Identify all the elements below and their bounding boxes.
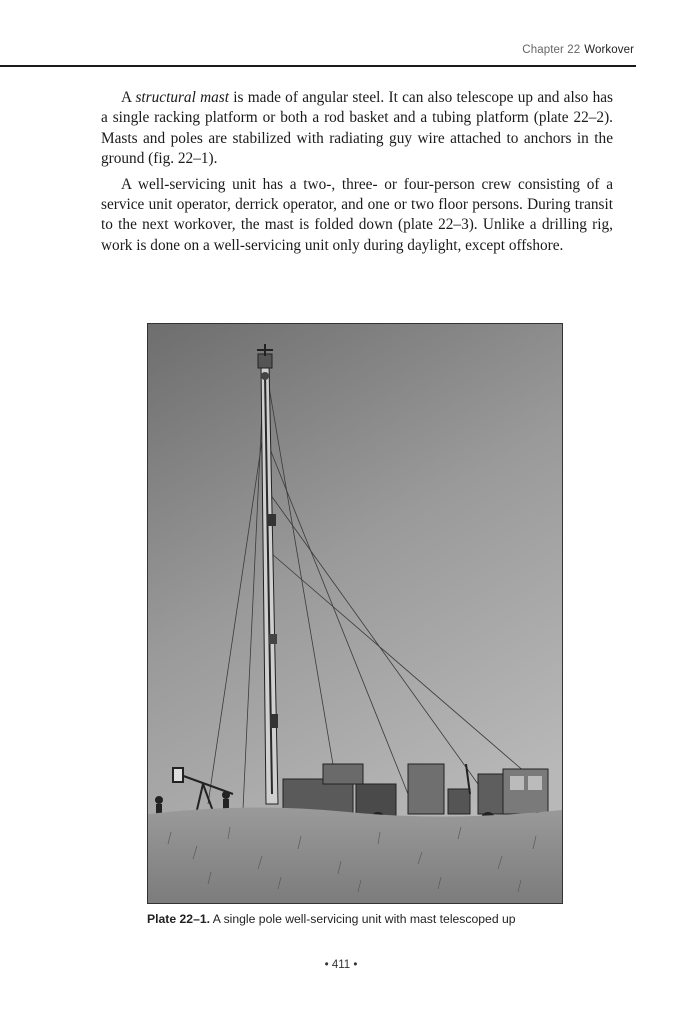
header-rule [0, 65, 636, 67]
plate-caption [147, 912, 567, 926]
body-text [101, 88, 613, 261]
running-header [522, 44, 634, 56]
chapter-label: Chapter 22 [522, 44, 581, 56]
grassland [148, 807, 562, 903]
plate-caption-text: A single pole well-servicing unit with mast telescoped up [210, 912, 516, 926]
paragraph-1: A structural mast is made of angular steel. It can also telescope up and also has a single racking platform or both a rod basket and a tubing platform (plate 22–2). Masts and poles are stabilized with radiating guy wire attached to anchors in the ground (fig. 22–1). [101, 89, 613, 168]
plate-photo [147, 323, 563, 904]
plate-label: Plate 22–1. [147, 912, 211, 926]
paragraph-2: A well-servicing unit has a two-, three- or four-person crew consisting of a service unit operator, derrick operator, and one or two floor persons. During transit to the next workover, the mast is folded down (plate 22–3). Unlike a drilling rig, work is done on a well-servicing unit only during daylight, except offshore. [101, 175, 613, 254]
emphasis-term: structural mast [135, 89, 230, 106]
page-number: • 411 • [324, 959, 358, 971]
section-label: Workover [584, 44, 634, 56]
photo-illustration [148, 324, 562, 903]
